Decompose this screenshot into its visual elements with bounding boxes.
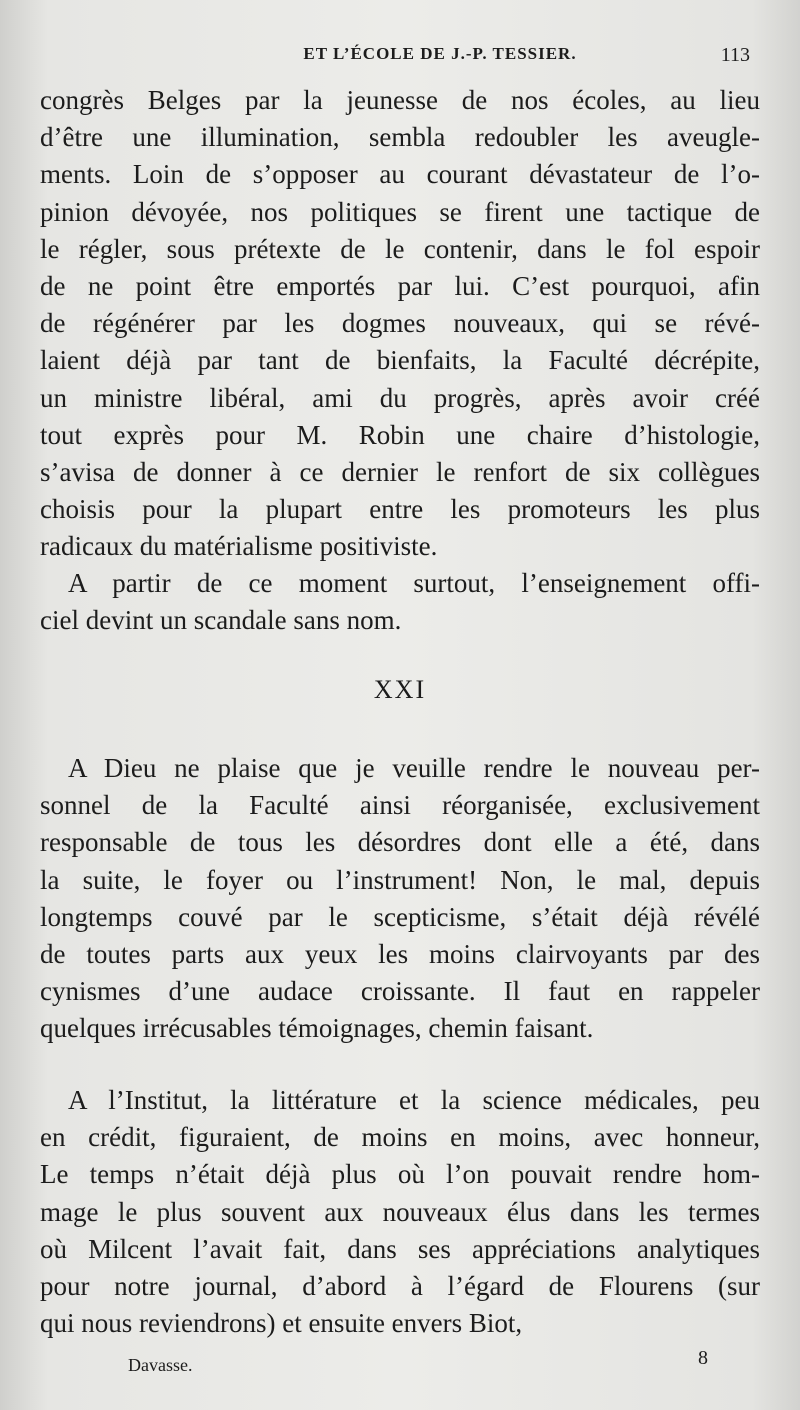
printer-signature: Davasse. xyxy=(128,1355,193,1375)
section-heading: XXI xyxy=(373,675,427,704)
paragraph-2 xyxy=(40,565,760,639)
text-line: laient déjà par tant de bienfaits, la Faculté décrépite, xyxy=(40,345,760,376)
text-line: un ministre libéral, ami du progrès, après avoir créé xyxy=(40,382,760,413)
text-line: congrès Belges par la jeunesse de nos écoles, au lieu xyxy=(40,85,760,115)
text-line: de régénérer par les dogmes nouveaux, qui se révé- xyxy=(40,308,760,339)
text-line: pour notre journal, d’abord à l’égard de Flourens (sur xyxy=(40,1270,760,1301)
text-line: choisis pour la plupart entre les promoteurs les plus xyxy=(40,494,760,525)
text-line: A Dieu ne plaise que je veuille rendre le nouveau per- xyxy=(68,753,760,783)
text-line: ments. Loin de s’opposer au courant dévastateur de l’o- xyxy=(40,159,760,190)
text-line: pinion dévoyée, nos politiques se firent une tactique de xyxy=(40,196,760,227)
text-line: où Milcent l’avait fait, dans ses appréciations analytiques xyxy=(40,1233,760,1264)
text-line: la suite, le foyer ou l’instrument! Non, le mal, depuis xyxy=(40,864,760,895)
running-head: ET L’ÉCOLE DE J.-P. TESSIER. xyxy=(303,44,577,63)
text-line: responsable de tous les désordres dont elle a été, dans xyxy=(40,827,760,858)
text-line: A partir de ce moment surtout, l’enseignement offi- xyxy=(68,568,760,598)
text-line: cynismes d’une audace croissante. Il faut en rappeler xyxy=(40,976,760,1007)
text-line: qui nous reviendrons) et ensuite envers Biot, xyxy=(40,1308,523,1339)
text-line: le régler, sous prétexte de le contenir, dans le fol espoir xyxy=(40,233,760,264)
text-line: de ne point être emportés par lui. C’est pourquoi, afin xyxy=(40,270,760,301)
text-line: en crédit, figuraient, de moins en moins, avec honneur, xyxy=(40,1122,760,1153)
paragraph-1 xyxy=(40,82,760,565)
text-line: de toutes parts aux yeux les moins clairvoyants par des xyxy=(40,938,760,969)
paragraph-4 xyxy=(40,1082,760,1342)
text-line: d’être une illumination, sembla redoubler les aveugle- xyxy=(40,122,760,153)
paragraph-3 xyxy=(40,750,760,1048)
text-line: longtemps couvé par le scepticisme, s’était déjà révélé xyxy=(40,901,760,932)
text-line: mage le plus souvent aux nouveaux élus dans les termes xyxy=(40,1196,760,1227)
text-line: Le temps n’était déjà plus où l’on pouvait rendre hom- xyxy=(40,1159,760,1190)
page-number: 113 xyxy=(720,44,750,66)
text-line: sonnel de la Faculté ainsi réorganisée, exclusivement xyxy=(40,790,760,821)
signature-mark: 8 xyxy=(698,1347,708,1369)
text-line: quelques irrécusables témoignages, chemin faisant. xyxy=(40,1013,594,1044)
text-line: ciel devint un scandale sans nom. xyxy=(40,605,402,636)
text-line: A l’Institut, la littérature et la science médicales, peu xyxy=(68,1085,760,1115)
text-line: tout exprès pour M. Robin une chaire d’histologie, xyxy=(40,419,760,450)
text-line: radicaux du matérialisme positiviste. xyxy=(40,531,438,562)
text-line: s’avisa de donner à ce dernier le renfort de six collègues xyxy=(40,456,760,487)
